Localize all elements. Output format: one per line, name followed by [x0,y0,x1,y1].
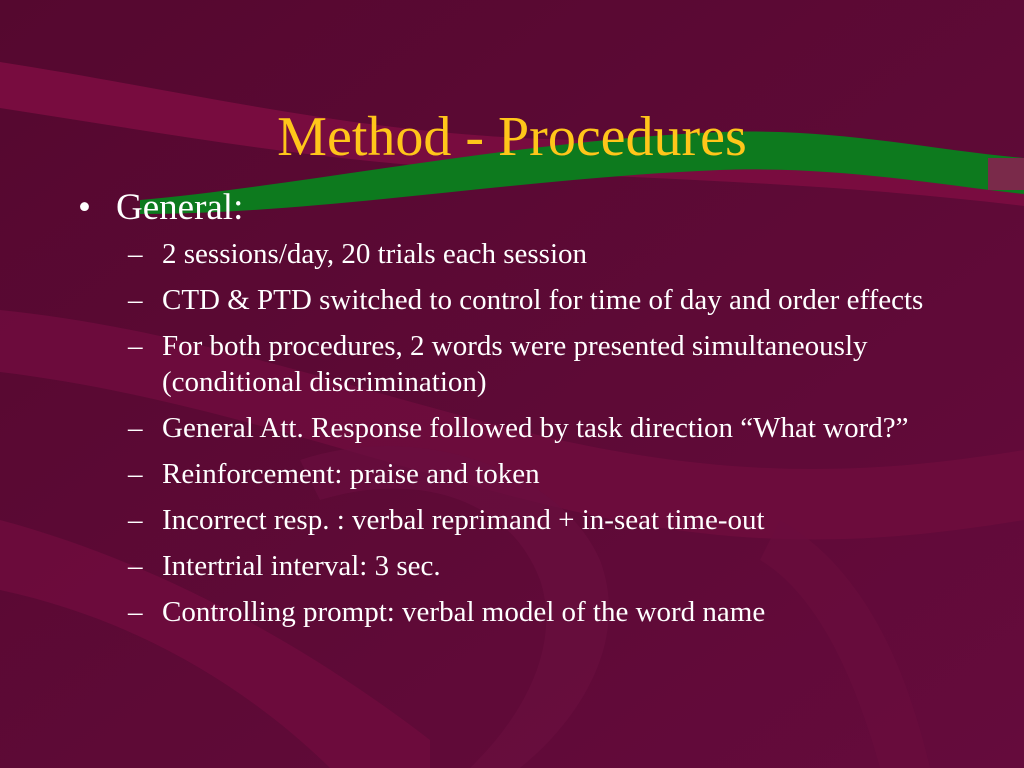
bullet-marker: • [78,187,91,228]
list-item [128,236,948,272]
dash-marker: – [128,550,143,582]
dash-marker: – [128,330,143,362]
list-item-text: Incorrect resp. : verbal reprimand + in-seat time-out [162,504,765,536]
dash-marker: – [128,596,143,628]
list-item-text: Reinforcement: praise and token [162,458,540,490]
list-item-text: Controlling prompt: verbal model of the word name [162,596,766,628]
dash-marker: – [128,504,143,536]
slide-title: Method - Procedures [277,106,747,168]
list-item [128,328,948,400]
list-item [128,594,948,630]
dash-marker: – [128,238,143,270]
dash-marker: – [128,284,143,316]
list-item-text: For both procedures, 2 words were presented simultaneously (conditional discrimination) [162,330,868,398]
sub-bullet-list [128,236,948,640]
list-item-text: CTD & PTD switched to control for time of day and order effects [162,284,924,316]
dash-marker: – [128,458,143,490]
list-item [128,282,948,318]
list-item [128,456,948,492]
list-item [128,502,948,538]
list-item [128,410,948,446]
list-item [128,548,948,584]
bullet-text: General: [116,187,244,228]
bullet-general [78,186,243,230]
dash-marker: – [128,412,143,444]
list-item-text: General Att. Response followed by task direction “What word?” [162,412,909,444]
list-item-text: 2 sessions/day, 20 trials each session [162,238,588,270]
list-item-text: Intertrial interval: 3 sec. [162,550,441,582]
